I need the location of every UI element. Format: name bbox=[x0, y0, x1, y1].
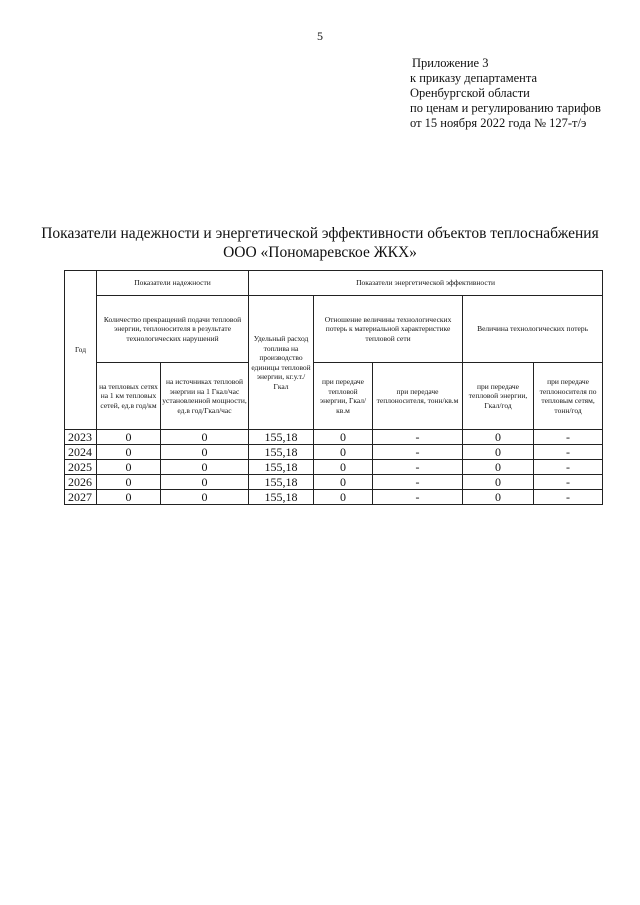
value-cell: - bbox=[534, 430, 603, 445]
table-row bbox=[65, 490, 603, 505]
appendix-line: к приказу департамента bbox=[410, 71, 538, 85]
appendix-line: по ценам и регулированию тарифов bbox=[410, 101, 601, 115]
loss-value-heat-header: при передаче тепловой энергии, Гкал/год bbox=[463, 363, 534, 430]
value-cell: - bbox=[373, 490, 463, 505]
loss-ratio-header: Отношение величины технологических потерь к материальной характеристике тепловой сети bbox=[314, 296, 463, 363]
table-row bbox=[65, 430, 603, 445]
efficiency-header: Показатели энергетической эффективности bbox=[249, 271, 603, 296]
page-number: 5 bbox=[317, 29, 323, 43]
value-cell: 0 bbox=[314, 430, 373, 445]
value-cell: - bbox=[534, 475, 603, 490]
appendix-block bbox=[410, 56, 601, 131]
year-header: Год bbox=[65, 271, 97, 430]
title-line-2: ООО «Пономаревское ЖКХ» bbox=[223, 244, 417, 261]
value-cell: - bbox=[534, 460, 603, 475]
value-cell: 0 bbox=[161, 475, 249, 490]
value-cell: 0 bbox=[161, 430, 249, 445]
value-cell: 0 bbox=[161, 490, 249, 505]
year-cell: 2025 bbox=[65, 460, 97, 475]
year-cell: 2023 bbox=[65, 430, 97, 445]
indicators-table bbox=[64, 270, 603, 505]
loss-ratio-carrier-header: при передаче теплоносителя, тонн/кв.м bbox=[373, 363, 463, 430]
value-cell: - bbox=[534, 445, 603, 460]
interruptions-header: Количество прекращений подачи тепловой энергии, теплоносителя в результате технологических нарушений bbox=[97, 296, 249, 363]
loss-value-carrier-header: при передаче теплоносителя по тепловым сетям, тонн/год bbox=[534, 363, 603, 430]
value-cell: 0 bbox=[97, 460, 161, 475]
reliability-header: Показатели надежности bbox=[97, 271, 249, 296]
value-cell: 0 bbox=[161, 460, 249, 475]
value-cell: 0 bbox=[97, 430, 161, 445]
appendix-line: Оренбургской области bbox=[410, 86, 530, 100]
value-cell: 0 bbox=[97, 445, 161, 460]
appendix-line: от 15 ноября 2022 года № 127-т/э bbox=[410, 116, 587, 130]
value-cell: 0 bbox=[97, 490, 161, 505]
value-cell: 0 bbox=[161, 445, 249, 460]
value-cell: 0 bbox=[463, 445, 534, 460]
value-cell: - bbox=[373, 430, 463, 445]
year-cell: 2027 bbox=[65, 490, 97, 505]
value-cell: 155,18 bbox=[249, 460, 314, 475]
value-cell: - bbox=[373, 445, 463, 460]
year-cell: 2024 bbox=[65, 445, 97, 460]
value-cell: - bbox=[373, 460, 463, 475]
value-cell: 155,18 bbox=[249, 490, 314, 505]
interruptions-sources-header: на источниках тепловой энергии на 1 Гкал/час установленной мощности, ед.в год/Гкал/час bbox=[161, 363, 249, 430]
value-cell: 0 bbox=[314, 460, 373, 475]
value-cell: - bbox=[373, 475, 463, 490]
value-cell: 0 bbox=[463, 490, 534, 505]
value-cell: 155,18 bbox=[249, 430, 314, 445]
table-row bbox=[65, 445, 603, 460]
year-cell: 2026 bbox=[65, 475, 97, 490]
value-cell: - bbox=[534, 490, 603, 505]
value-cell: 0 bbox=[314, 475, 373, 490]
table-row bbox=[65, 475, 603, 490]
value-cell: 0 bbox=[463, 460, 534, 475]
value-cell: 0 bbox=[314, 490, 373, 505]
table-row bbox=[65, 460, 603, 475]
appendix-line: Приложение 3 bbox=[412, 56, 489, 70]
loss-value-header: Величина технологических потерь bbox=[463, 296, 603, 363]
interruptions-networks-header: на тепловых сетях на 1 км тепловых сетей, ед.в год/км bbox=[97, 363, 161, 430]
value-cell: 0 bbox=[314, 445, 373, 460]
value-cell: 0 bbox=[463, 430, 534, 445]
loss-ratio-heat-header: при передаче тепловой энергии, Гкал/кв.м bbox=[314, 363, 373, 430]
value-cell: 155,18 bbox=[249, 475, 314, 490]
value-cell: 155,18 bbox=[249, 445, 314, 460]
value-cell: 0 bbox=[97, 475, 161, 490]
title-line-1: Показатели надежности и энергетической эффективности объектов теплоснабжения bbox=[41, 225, 599, 242]
value-cell: 0 bbox=[463, 475, 534, 490]
fuel-rate-header: Удельный расход топлива на производство единицы тепловой энергии, кг.у.т./Гкал bbox=[249, 296, 314, 430]
document-title bbox=[20, 224, 620, 262]
